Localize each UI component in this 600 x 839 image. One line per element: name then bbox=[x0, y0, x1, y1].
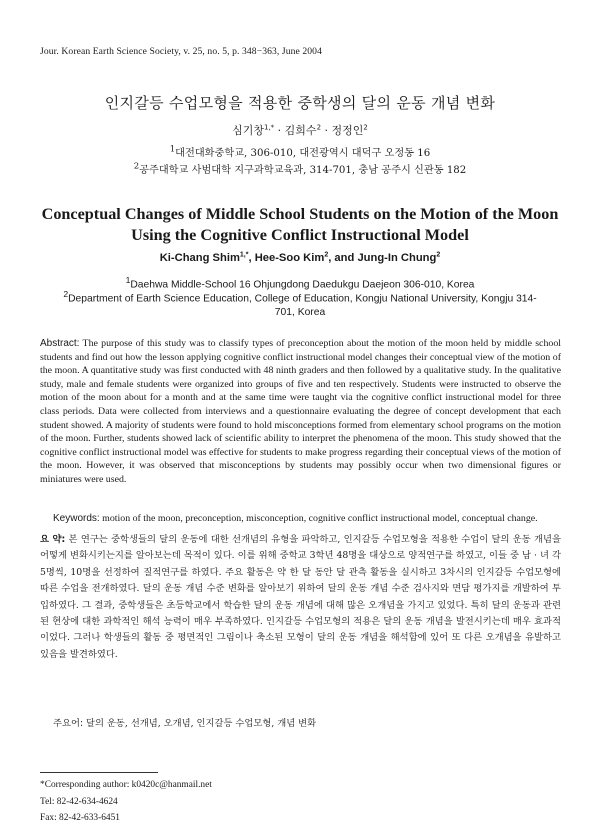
keywords-text: 달의 운동, 선개념, 오개념, 인지갈등 수업모형, 개념 변화 bbox=[83, 718, 317, 729]
affiliation-text: Daehwa Middle-School 16 Ohjungdong Daedukgu Daejeon 306-010, Korea bbox=[130, 279, 475, 291]
journal-citation: Jour. Korean Earth Science Society, v. 25, no. 5, p. 348−363, June 2004 bbox=[40, 46, 322, 57]
english-author-sup: 1,* bbox=[239, 251, 249, 259]
abstract-label: 요 약: bbox=[40, 534, 66, 545]
korean-author-sup: 1,* bbox=[263, 123, 275, 132]
korean-author-sup: 2 bbox=[316, 123, 322, 132]
english-authors: Ki-Chang Shim$^{1,*}$, Hee-Soo Kim$^2$, and Jung-In Chung$^2$ bbox=[159, 251, 441, 264]
korean-title: 인지갈등 수업모형을 적용한 중학생의 달의 운동 개념 변화 bbox=[104, 94, 496, 112]
korean-affiliation-2 bbox=[0, 161, 600, 176]
korean-author-sup: 2 bbox=[363, 123, 368, 132]
keywords-label: 주요어: bbox=[53, 718, 84, 729]
korean-author-name: 심기창 bbox=[232, 124, 264, 137]
affiliation-sup: 1 bbox=[125, 275, 131, 285]
english-title: Conceptual Changes of Middle School Students on the Motion of the Moon Using the Cognitive Conflict Instructional Model bbox=[41, 205, 559, 244]
korean-keywords bbox=[53, 715, 563, 729]
korean-authors bbox=[0, 122, 600, 138]
abstract-label: Abstract: bbox=[40, 338, 80, 349]
korean-author-name: 김희수 bbox=[284, 124, 317, 137]
affiliation-text: 대전대화중학교, 306-010, 대전광역시 대덕구 오정동 16 bbox=[175, 148, 431, 159]
english-abstract bbox=[40, 337, 561, 487]
author-separator: · bbox=[274, 124, 285, 137]
affiliation-sup: 2 bbox=[133, 161, 140, 172]
korean-author-name: 정정인 bbox=[331, 124, 364, 137]
english-author-name: Hee-Soo Kim bbox=[254, 252, 325, 264]
author-separator: · bbox=[321, 124, 332, 137]
english-author-name: Jung-In Chung bbox=[357, 252, 437, 264]
korean-abstract bbox=[40, 532, 561, 663]
english-affiliation-2 bbox=[60, 287, 540, 320]
english-author-sup: 2 bbox=[436, 251, 441, 259]
korean-affiliation-1 bbox=[0, 144, 600, 159]
footnote-divider bbox=[40, 772, 158, 773]
english-author-sup: 2 bbox=[324, 251, 329, 259]
affiliation-sup: 1 bbox=[169, 144, 176, 155]
abstract-text: 본 연구는 중학생들의 달의 운동에 대한 선개념의 유형을 파악하고, 인지갈등 수업모형을 적용한 수업이 달의 운동 개념을 어떻게 변화시키는지를 알아보는데 목적이 있다. 이를 위해 중학교 3학년 48명을 대상으로 양적연구를 하였고, 이들 중 남 · 녀 각 5명씩, 10명을 선정하여 질적연구를 하였다. 주요 활동은 약 한 달 동안 달 관측 활동을 실시하고 3차시의 인지갈등 수업모형에 따른 수업을 전개하였다. 달의 운동 개념 수준 변화를 알아보기 위하여 달의 운동 개념 수준 검사지와 면담 평가지를 개발하여 투입하였다. 그 결과, 중학생들은 초등학교에서 학습한 달의 운동 개념에 대해 많은 오개념을 가지고 있었다. 특히 달의 운동과 관련된 현상에 대한 과학적인 해석 능력이 매우 부족하였다. 인지갈등 수업모형의 적용은 달의 운동 개념을 발전시키는데 매우 효과적이었다. 그러나 학생들의 활동 중 평면적인 그림이나 축소된 모형이 달의 운동 개념을 해석함에 있어 또 다른 오개념을 유발하고 있음을 발견하였다. bbox=[40, 534, 561, 660]
keywords-text: motion of the moon, preconception, misconception, cognitive conflict instructional model, conceptual change. bbox=[99, 513, 538, 524]
affiliation-text: Department of Earth Science Education, College of Education, Kongju National University, Kongju 314-701, Korea bbox=[68, 293, 537, 319]
affiliation-text: 공주대학교 사범대학 지구과학교육과, 314-701, 충남 공주시 신관동 182 bbox=[139, 165, 467, 176]
english-author-name: Ki-Chang Shim bbox=[159, 252, 240, 264]
footnote-fax: Fax: 82-42-633-6451 bbox=[40, 813, 120, 823]
keywords-label: Keywords: bbox=[53, 513, 100, 524]
affiliation-sup: 2 bbox=[63, 289, 69, 299]
english-keywords bbox=[53, 513, 563, 524]
footnote-corresponding-author: *Corresponding author: k0420c@hanmail.net bbox=[40, 780, 212, 790]
abstract-text: The purpose of this study was to classify types of preconception about the motion of the moon held by middle school students and find out how the lesson applying cognitive conflict instructional model changes their conceptual view of the motion of the moon. A quantitative study was first conducted with 48 ninth graders and then followed by a qualitative study. In the qualitative study, male and female students were organized into groups of five and ten respectively. Students were instructed to observe the motion of the moon about for a month and at the same time were taught via the cognitive conflict instructional model for three class periods. Data were collected from interviews and a questionnaire evaluating the degree of concept development that each student showed. A majority of students were found to hold misconceptions formed from elementary school programs on the motion of the moon. Further, students showed lack of scientific ability to interpret the phenomena of the moon. This study showed that the cognitive conflict instructional model was effective for students to make progress regarding their conceptual views of the motion of the moon. However, it was observed that misconceptions by students may possibly occur when two dimensional figures or miniatures were used. bbox=[40, 338, 561, 485]
footnote-tel: Tel: 82-42-634-4624 bbox=[40, 797, 118, 807]
